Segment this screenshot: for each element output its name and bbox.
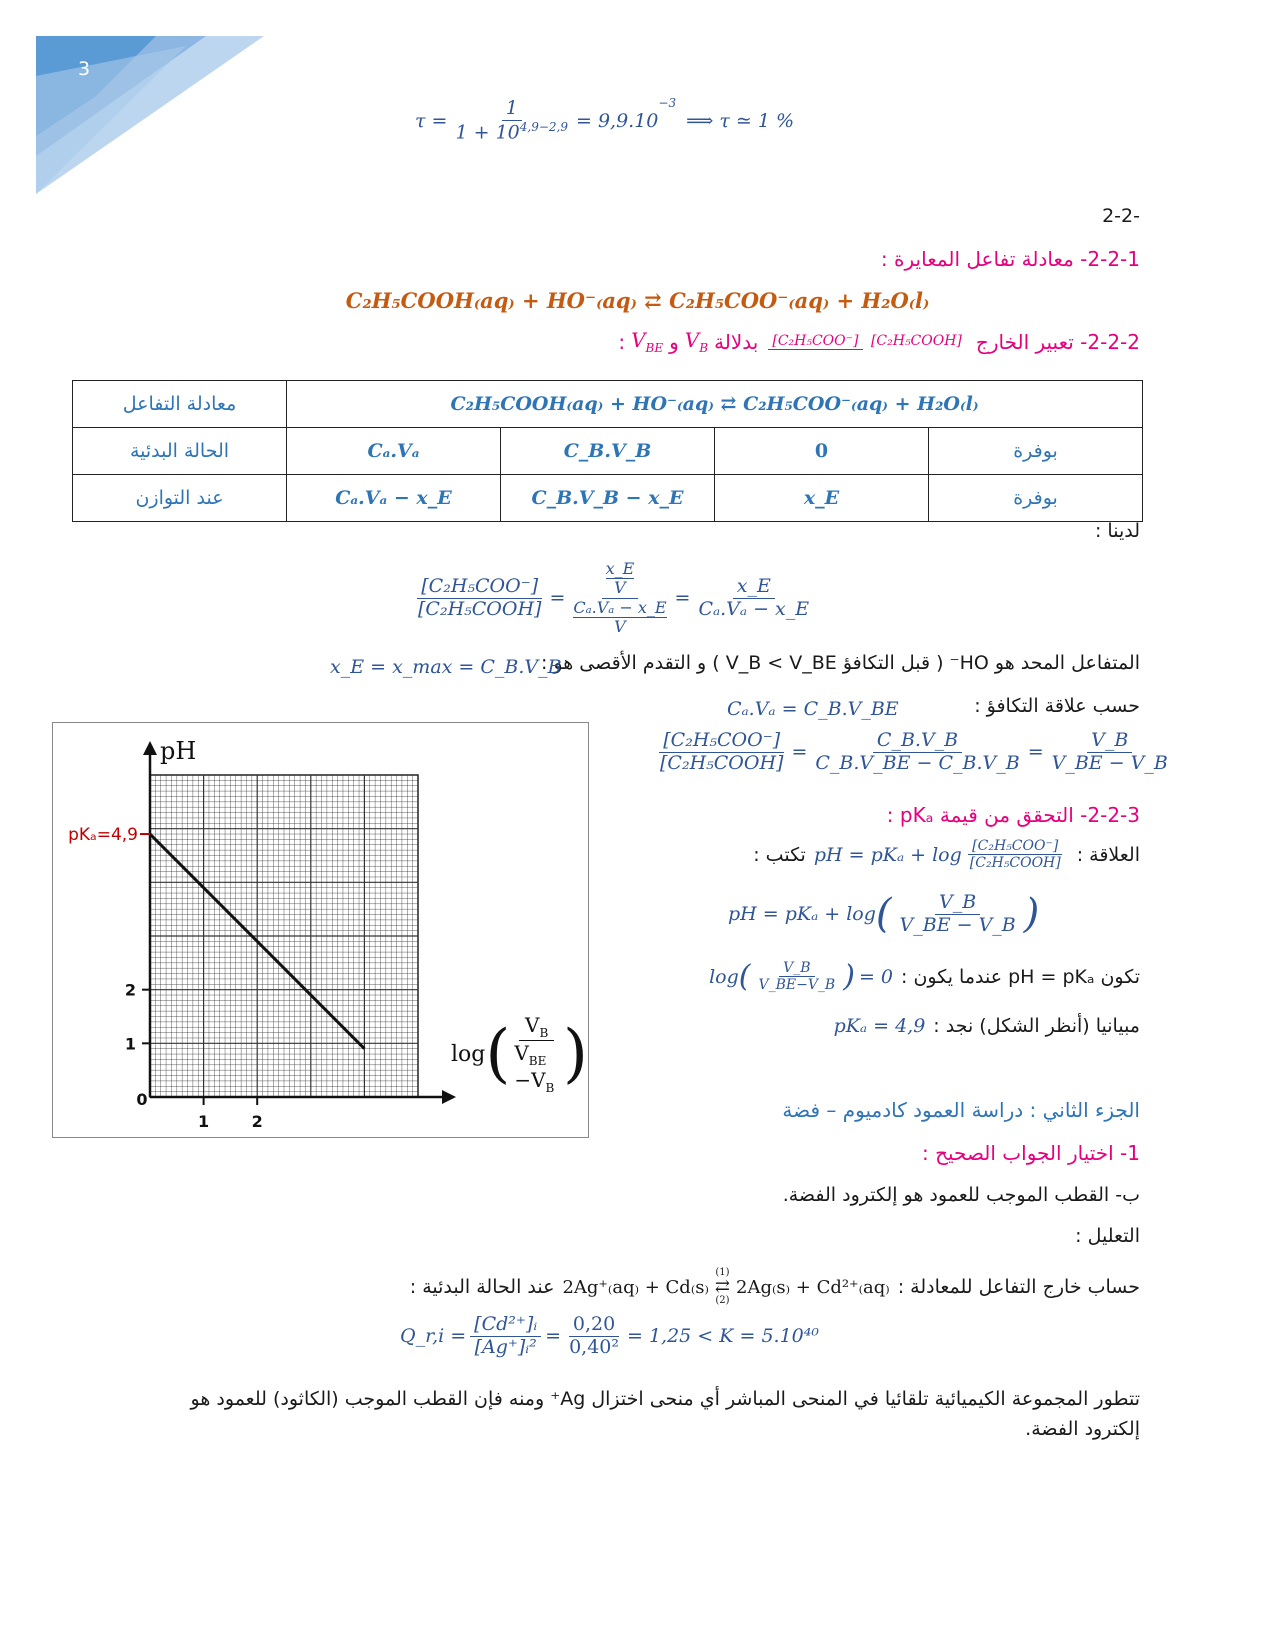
cell-arrow-bot: (2) [715,1295,730,1306]
s222-and: و [669,329,679,354]
section-2-2-3-title: 2-2-3- التحقق من قيمة pKₐ : [886,803,1140,827]
ratio-equation: $\frac{\text{[C₂H₅COO⁻]}}{\text{[C₂H₅COOH]}}$ = x_E V Cₐ.Vₐ − x_E V = $\frac{x\_E}{\text{Cₐ.Vₐ − x\_E}}$ [410,560,817,637]
tau-den: 1 + 10 [455,121,520,144]
tau-num: 1 [502,98,522,121]
ratio-lhs [414,576,545,621]
s222-mid: بدلالة [714,329,759,354]
tau-lhs: τ = [415,110,448,132]
final-ratio-lhs [656,730,787,775]
q-eq-lhs: Q_r,i = [400,1325,467,1348]
table-cell: 0 [715,428,929,475]
table-row [73,475,1143,522]
table-cell: بوفرة [929,428,1143,475]
x-tick-label: 1 [198,1112,210,1131]
graph-text: مبيانيا (أنظر الشكل) نجد : [933,1015,1140,1037]
ph-fraction [896,892,1020,937]
equivalence-equation: Cₐ.Vₐ = C_B.V_BE [727,698,899,720]
ratio-middle [569,560,670,637]
table-cell: Cₐ.Vₐ − x_E [287,475,501,522]
ph-chart-frame [52,722,589,1138]
titration-equation: C₂H₅COOH₍aq₎ + HO⁻₍aq₎ ⇄ C₂H₅COO⁻₍aq₎ + H₂O₍l₎ [345,288,930,313]
progress-table [72,380,1143,522]
quotient-line [410,1268,1140,1306]
x-tick-label: 0 [136,1090,148,1109]
final-m-den: C_B.V_BE − C_B.V_B [815,751,1020,774]
tau-equation [415,98,794,144]
final-ratio-equation: $\frac{\text{[C₂H₅COO⁻]}}{\text{[C₂H₅COOH]}}$ = $\frac{C\_B.V\_B}{C\_B.V\_BE - C\_B.V\_B}$ = $\frac{V\_B}{V\_BE - V\_B}$ [652,730,1176,775]
y-tick-label: 2 [124,980,136,1000]
ratio-right [694,576,813,621]
q-fraction-2 [565,1314,623,1359]
table-cell: C_B.V_B − x_E [501,475,715,522]
q-text-b: عند الحالة البدئية : [409,1276,555,1298]
ratio-m-den-bot: V [614,617,626,637]
ratio-m-num-top: x_E [605,559,635,578]
table-cell: Cₐ.Vₐ [287,428,501,475]
justification-label: التعليل : [1075,1225,1140,1247]
cell-equation: 2Ag⁺₍aq₎ + Cd₍s₎ (1) ⇄ (2) 2Ag₍s₎ + Cd²⁺₍aq₎ [562,1267,890,1306]
conclusion-line-1: تتطور المجموعة الكيميائية تلقائيا في المنحى المباشر أي منحى اختزال Ag⁺ ومنه فإن القطب الموجب (الكاثود) للعمود هو [190,1388,1140,1410]
when-text: تكون pH = pKₐ عندما يكون : [901,965,1140,988]
tau-den-exp: 4,9−2,9 [519,119,568,134]
x-axis-label: log ( $V_B$ $V_{BE} -V_B$ ) [451,1013,588,1095]
cell-arrow-top: (1) [715,1267,730,1278]
graph-reading-line [834,1015,1140,1037]
tau-result: ⟹ τ ≃ 1 % [686,110,795,132]
limiting-reagent-text: المتفاعل المحد هو HO⁻ ( قبل التكافؤ V_B < V_BE ) و التقدم الأقصى هو : [540,652,1140,674]
answer-text: ب- القطب الموجب للعمود هو إلكترود الفضة. [782,1184,1140,1206]
when-eq-a: log [709,965,739,988]
when-den: V_BE−V_B [758,977,836,994]
conclusion-line-2: إلكترود الفضة. [1025,1418,1140,1440]
question-1-title: 1- اختيار الجواب الصحيح : [922,1141,1140,1165]
s222-frac-num: [C₂H₅COO⁻] [768,333,862,350]
pka-annotation: pKₐ=4,9 [68,825,138,846]
q-den1: [Ag⁺]ᵢ² [474,1335,537,1358]
x-tick-label: 2 [251,1112,263,1131]
corner-decoration [36,36,266,196]
relation-num: [C₂H₅COO⁻] [968,838,1062,855]
graph-eq: pKₐ = 4,9 [833,1015,926,1037]
table-header-equation: C₂H₅COOH₍aq₎ + HO⁻₍aq₎ ⇄ C₂H₅COO⁻₍aq₎ + H₂O₍l₎ [287,381,1143,428]
final-m-num: C_B.V_B [873,730,962,753]
table-cell: x_E [715,475,929,522]
q-equation: Q_r,i = $\frac{\text{[Cd²⁺]ᵢ}}{\text{[Ag⁺]ᵢ²}}$ = $\frac{0,20}{\text{0,40²}}$ = 1,25 < K = 5.10⁴⁰ [400,1313,819,1358]
equivalence-text: حسب علاقة التكافؤ : [974,695,1140,717]
section-2-2-1-title: 2-2-1- معادلة تفاعل المعايرة : [880,247,1140,271]
s222-frac-den: [C₂H₅COOH] [870,333,962,350]
table-row [73,381,1143,428]
ratio-r-num: x_E [733,576,775,599]
y-tick-label: 1 [124,1034,136,1054]
cell-eq-left: 2Ag⁺₍aq₎ + Cd₍s₎ [562,1276,709,1298]
s222-vb: V [684,328,700,352]
section-2-2-2-title [618,328,1140,355]
ratio-lhs-den: [C₂H₅COOH] [418,597,542,620]
s222-colon: : [618,329,626,354]
y-axis-label: pH [160,737,197,765]
when-fraction [754,960,839,993]
relation-label: العلاقة : [1076,843,1140,866]
ph-eq-a: pH = pKₐ + log [728,903,876,926]
q-num2: 0,20 [569,1314,619,1337]
table-header-label: معادلة التفاعل [73,381,287,428]
ratio-lhs-num: [C₂H₅COO⁻] [417,576,542,599]
ratio-m-num-bot: V [614,578,626,598]
ph-equation: pH = pKₐ + log ( $\frac{V\_B}{V\_BE - V\_B}$ ) [728,891,1040,938]
ph-den: V_BE − V_B [899,913,1016,936]
ladayna-label: لدينا : [1094,520,1140,542]
q-fraction-1 [470,1314,541,1359]
part-2-title: الجزء الثاني : دراسة العمود كادميوم – فضة [782,1098,1140,1122]
s222-fraction [768,333,966,349]
s222-vb-sub: B [699,341,709,355]
final-lhs-num: [C₂H₅COO⁻] [659,730,784,753]
relation-fraction [966,838,1065,871]
when-num: V_B [779,960,814,977]
q-num1: [Cd²⁺]ᵢ [470,1314,541,1337]
s222-prefix: 2-2-2- تعبير الخارج [975,329,1140,354]
limiting-equation: x_E = x_max = C_B.V_B [330,656,562,678]
relation-line [753,838,1140,871]
q-text-a: حساب خارج التفاعل للمعادلة : [897,1276,1140,1298]
table-row [73,428,1143,475]
final-ratio-middle [811,730,1023,775]
table-cell: الحالة البدئية [73,428,287,475]
tau-rhs-exp: −3 [658,96,677,110]
table-cell: عند التوازن [73,475,287,522]
s222-vbe-sub: BE [645,341,664,355]
s222-vbe: V [631,328,646,352]
ratio-r-den: Cₐ.Vₐ − x_E [698,597,810,620]
table-cell: C_B.V_B [501,428,715,475]
final-r-num: V_B [1087,730,1132,753]
page-number: 3 [78,58,91,80]
relation-tail: تكتب : [753,843,806,866]
relation-eq-a: pH = pKₐ + log [813,843,962,866]
tau-fraction [451,98,572,144]
table-cell: بوفرة [929,475,1143,522]
when-eq-b: = 0 [858,965,893,988]
y-axis-arrow [143,741,157,755]
final-lhs-den: [C₂H₅COOH] [660,751,784,774]
when-line: تكون pH = pKₐ عندما يكون : log ( $\frac{V\_B}{V\_BE-V\_B}$ ) = 0 [709,958,1140,994]
final-ratio-right [1048,730,1172,775]
relation-den: [C₂H₅COOH] [969,855,1061,872]
q-eq-rhs: = 1,25 < K = 5.10⁴⁰ [627,1325,819,1348]
ratio-m-den-top: Cₐ.Vₐ − x_E [573,597,667,617]
tau-rhs: = 9,9.10 [575,110,659,132]
final-r-den: V_BE − V_B [1051,751,1168,774]
ph-num: V_B [935,892,980,915]
q-den2: 0,40² [569,1335,619,1358]
section-2-2-heading: -2-2 [1102,205,1140,227]
cell-eq-right: 2Ag₍s₎ + Cd²⁺₍aq₎ [736,1276,890,1298]
